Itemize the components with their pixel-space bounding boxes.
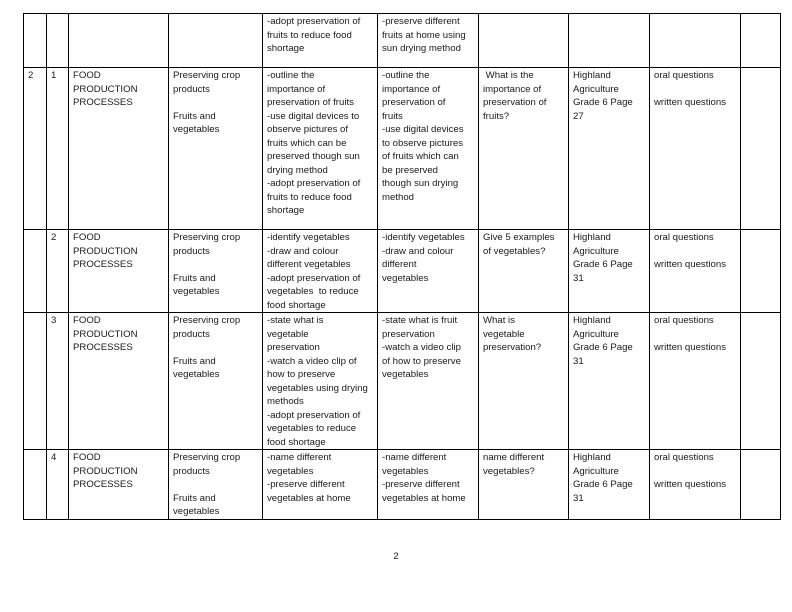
cell-text-line: products bbox=[173, 245, 210, 257]
cell-text-line: -preserve different bbox=[267, 479, 345, 490]
table-row bbox=[24, 230, 781, 313]
cell-text-line: FOOD bbox=[73, 452, 101, 463]
lesson-cell bbox=[47, 14, 69, 68]
resources-cell bbox=[569, 450, 650, 520]
cell-text-line: -outline the bbox=[382, 70, 430, 81]
week-cell bbox=[24, 14, 47, 68]
cell-text-line: products bbox=[173, 83, 210, 95]
cell-text-line: written questions bbox=[654, 259, 726, 270]
cell-text-line: food shortage bbox=[267, 436, 326, 448]
cell-text-line: Agriculture bbox=[573, 245, 619, 257]
cell-text-line: FOOD bbox=[73, 315, 101, 326]
cell-text-line: -watch a video clip of bbox=[267, 355, 357, 367]
cell-text-line: fruits to reduce food bbox=[267, 191, 352, 203]
learning-experiences-cell bbox=[378, 230, 479, 313]
cell-text-line: Agriculture bbox=[573, 465, 619, 477]
spacer bbox=[654, 328, 736, 342]
cell-text-line: vegetables to reduce bbox=[267, 286, 359, 297]
cell-text-line: preservation? bbox=[483, 342, 542, 353]
cell-text-line: food shortage bbox=[267, 299, 326, 311]
cell-text-line: of vegetables? bbox=[483, 245, 546, 257]
cell-text-line: PRODUCTION bbox=[73, 328, 138, 340]
cell-text-line: written questions bbox=[654, 97, 726, 108]
cell-text-line: PROCESSES bbox=[73, 259, 133, 270]
lesson-cell bbox=[47, 450, 69, 520]
cell-text-line: method bbox=[382, 191, 414, 203]
learning-experiences-cell bbox=[378, 313, 479, 450]
resources-cell bbox=[569, 14, 650, 68]
assessment-cell bbox=[650, 14, 741, 68]
cell-text-line: oral questions bbox=[654, 315, 714, 326]
cell-text-line: -identify vegetables bbox=[382, 232, 465, 243]
cell-text-line: sun drying method bbox=[382, 43, 461, 54]
cell-text-line: Preserving crop bbox=[173, 70, 241, 81]
cell-text-line: PROCESSES bbox=[73, 479, 133, 490]
cell-text-line: -draw and colour bbox=[267, 245, 339, 257]
cell-text-line: written questions bbox=[654, 479, 726, 490]
cell-text-line: different vegetables bbox=[267, 259, 351, 270]
cell-text-line: 31 bbox=[573, 492, 584, 504]
cell-text-line: importance of bbox=[483, 83, 542, 95]
reflection-cell bbox=[741, 450, 781, 520]
reflection-cell bbox=[741, 230, 781, 313]
cell-text-line: Grade 6 Page bbox=[573, 342, 633, 353]
learning-outcomes-cell bbox=[263, 68, 378, 230]
cell-text: 2 bbox=[51, 232, 57, 243]
learning-outcomes-cell bbox=[263, 313, 378, 450]
lesson-cell bbox=[47, 230, 69, 313]
cell-text-line: vegetables to reduce bbox=[267, 423, 357, 434]
cell-text-line: Preserving crop bbox=[173, 315, 241, 326]
cell-text-line: vegetables bbox=[382, 369, 429, 380]
cell-text-line: Highland bbox=[573, 70, 611, 81]
cell-text-line: -state what is fruit bbox=[382, 315, 458, 326]
cell-text-line: of fruits which can bbox=[382, 151, 459, 162]
cell-text-line: though sun drying bbox=[382, 178, 459, 189]
cell-text-line: vegetables? bbox=[483, 465, 535, 477]
cell-text-line: -draw and colour bbox=[382, 245, 454, 257]
key-inquiry-question-cell bbox=[479, 313, 569, 450]
cell-text-line: fruits which can be bbox=[267, 137, 347, 149]
cell-text-line: name different bbox=[483, 452, 545, 463]
cell-text-line: vegetables bbox=[267, 465, 314, 477]
resources-cell bbox=[569, 230, 650, 313]
cell-text: 4 bbox=[51, 452, 57, 463]
cell-text-line: products bbox=[173, 328, 210, 340]
cell-text-line: vegetables bbox=[173, 369, 220, 380]
cell-text-line: -outline the bbox=[267, 70, 315, 81]
cell-text-line: -state what is bbox=[267, 315, 324, 326]
cell-text-line: fruits to reduce food bbox=[267, 29, 352, 41]
cell-text: 1 bbox=[51, 70, 57, 81]
cell-text-line: PROCESSES bbox=[73, 97, 133, 108]
learning-outcomes-cell bbox=[263, 230, 378, 313]
cell-text-line: Fruits and bbox=[173, 355, 216, 367]
strand-cell bbox=[69, 450, 169, 520]
cell-text: 3 bbox=[51, 315, 57, 326]
key-inquiry-question-cell bbox=[479, 68, 569, 230]
cell-text-line: vegetables bbox=[382, 465, 429, 477]
strand-cell bbox=[69, 14, 169, 68]
assessment-cell bbox=[650, 313, 741, 450]
spacer bbox=[173, 478, 258, 492]
cell-text-line: drying method bbox=[267, 164, 328, 176]
week-cell bbox=[24, 230, 47, 313]
spacer bbox=[173, 341, 258, 355]
cell-text-line: preserved though sun bbox=[267, 151, 360, 162]
cell-text-line: PRODUCTION bbox=[73, 83, 138, 95]
cell-text-line: written questions bbox=[654, 342, 726, 353]
cell-text-line: oral questions bbox=[654, 232, 714, 243]
cell-text-line: -preserve different bbox=[382, 479, 460, 490]
cell-text-line: observe pictures of bbox=[267, 124, 349, 135]
spacer bbox=[173, 258, 258, 272]
cell-text-line: preservation of bbox=[382, 97, 446, 108]
cell-text-line: how to preserve bbox=[267, 369, 336, 380]
cell-text-line: Agriculture bbox=[573, 83, 619, 95]
cell-text-line: -name different bbox=[382, 452, 447, 463]
strand-cell bbox=[69, 68, 169, 230]
strand-cell bbox=[69, 313, 169, 450]
cell-text-line: FOOD bbox=[73, 70, 101, 81]
cell-text-line: vegetables bbox=[173, 506, 220, 517]
key-inquiry-question-cell bbox=[479, 230, 569, 313]
cell-text-line: Highland bbox=[573, 232, 611, 243]
cell-text-line: 31 bbox=[573, 272, 584, 284]
cell-text-line: Grade 6 Page bbox=[573, 259, 633, 270]
cell-text-line: -name different bbox=[267, 452, 332, 463]
assessment-cell bbox=[650, 68, 741, 230]
reflection-cell bbox=[741, 313, 781, 450]
cell-text-line: -adopt preservation of bbox=[267, 409, 361, 421]
table-body bbox=[24, 14, 781, 520]
cell-text-line: shortage bbox=[267, 43, 305, 54]
spacer bbox=[654, 83, 736, 97]
sub-strand-cell bbox=[169, 68, 263, 230]
page-number: 2 bbox=[393, 551, 399, 562]
cell-text-line: -use digital devices bbox=[382, 124, 464, 135]
cell-text-line: Grade 6 Page bbox=[573, 97, 633, 108]
cell-text-line: PROCESSES bbox=[73, 342, 133, 353]
cell-text-line: Grade 6 Page bbox=[573, 479, 633, 490]
key-inquiry-question-cell bbox=[479, 450, 569, 520]
lesson-cell bbox=[47, 313, 69, 450]
cell-text-line: methods bbox=[267, 396, 304, 407]
reflection-cell bbox=[741, 14, 781, 68]
cell-text-line: Give 5 examples bbox=[483, 232, 555, 243]
table-row bbox=[24, 450, 781, 520]
cell-text-line: Agriculture bbox=[573, 328, 619, 340]
cell-text-line: oral questions bbox=[654, 452, 714, 463]
cell-text-line: PRODUCTION bbox=[73, 465, 138, 477]
cell-text-line: FOOD bbox=[73, 232, 101, 243]
cell-text-line: vegetables at home bbox=[382, 492, 466, 504]
lesson-cell bbox=[47, 68, 69, 230]
cell-text-line: -watch a video clip bbox=[382, 342, 461, 353]
cell-text-line: of how to preserve bbox=[382, 355, 461, 367]
learning-outcomes-cell bbox=[263, 14, 378, 68]
cell-text-line: 31 bbox=[573, 355, 584, 367]
cell-text-line: importance of bbox=[382, 83, 441, 95]
assessment-cell bbox=[650, 230, 741, 313]
spacer bbox=[654, 465, 736, 479]
cell-text-line: Preserving crop bbox=[173, 232, 241, 243]
spacer bbox=[654, 245, 736, 259]
cell-text-line: fruits at home using bbox=[382, 29, 466, 41]
resources-cell bbox=[569, 68, 650, 230]
sub-strand-cell bbox=[169, 14, 263, 68]
cell-text-line: PRODUCTION bbox=[73, 245, 138, 257]
table-row bbox=[24, 313, 781, 450]
key-inquiry-question-cell bbox=[479, 14, 569, 68]
spacer bbox=[173, 96, 258, 110]
cell-text-line: fruits? bbox=[483, 110, 510, 122]
cell-text: 2 bbox=[28, 70, 34, 81]
cell-text-line: -identify vegetables bbox=[267, 232, 350, 243]
table-row bbox=[24, 14, 781, 68]
cell-text-line: vegetables using drying bbox=[267, 382, 368, 394]
cell-text-line: -adopt preservation of bbox=[267, 272, 361, 284]
strand-cell bbox=[69, 230, 169, 313]
cell-text-line: vegetables bbox=[382, 272, 429, 284]
scheme-of-work-table bbox=[23, 13, 781, 520]
cell-text-line: vegetables bbox=[173, 286, 220, 297]
cell-text-line: preservation of bbox=[483, 97, 547, 108]
learning-experiences-cell bbox=[378, 14, 479, 68]
cell-text-line: -use digital devices to bbox=[267, 110, 360, 122]
cell-text-line: -preserve different bbox=[382, 16, 460, 27]
cell-text-line: preservation bbox=[382, 328, 435, 340]
cell-text-line: preservation bbox=[267, 342, 320, 353]
reflection-cell bbox=[741, 68, 781, 230]
cell-text-line: be preserved bbox=[382, 164, 438, 176]
week-cell bbox=[24, 313, 47, 450]
cell-text-line: Fruits and bbox=[173, 272, 216, 284]
resources-cell bbox=[569, 313, 650, 450]
cell-text-line: Fruits and bbox=[173, 492, 216, 504]
cell-text-line: -adopt preservation of bbox=[267, 178, 361, 189]
assessment-cell bbox=[650, 450, 741, 520]
sub-strand-cell bbox=[169, 450, 263, 520]
cell-text-line: Highland bbox=[573, 452, 611, 463]
cell-text-line: oral questions bbox=[654, 70, 714, 81]
cell-text-line: Preserving crop bbox=[173, 452, 241, 463]
cell-text-line: preservation of fruits bbox=[267, 97, 354, 108]
sub-strand-cell bbox=[169, 313, 263, 450]
cell-text-line: fruits bbox=[382, 110, 403, 122]
cell-text-line: shortage bbox=[267, 205, 305, 216]
cell-text-line: What is bbox=[483, 315, 515, 326]
table-row bbox=[24, 68, 781, 230]
cell-text-line: Highland bbox=[573, 315, 611, 326]
cell-text-line: What is the bbox=[483, 70, 534, 81]
learning-experiences-cell bbox=[378, 68, 479, 230]
cell-text-line: importance of bbox=[267, 83, 326, 95]
cell-text-line: vegetables at home bbox=[267, 492, 351, 504]
cell-text-line: Fruits and bbox=[173, 110, 216, 122]
cell-text-line: to observe pictures bbox=[382, 137, 464, 149]
cell-text-line: vegetable bbox=[483, 328, 525, 340]
cell-text-line: different bbox=[382, 259, 417, 270]
sub-strand-cell bbox=[169, 230, 263, 313]
week-cell bbox=[24, 68, 47, 230]
week-cell bbox=[24, 450, 47, 520]
cell-text-line: vegetable bbox=[267, 328, 309, 340]
learning-experiences-cell bbox=[378, 450, 479, 520]
learning-outcomes-cell bbox=[263, 450, 378, 520]
cell-text-line: 27 bbox=[573, 110, 584, 122]
cell-text-line: vegetables bbox=[173, 124, 220, 135]
cell-text-line: -adopt preservation of bbox=[267, 16, 361, 27]
cell-text-line: products bbox=[173, 465, 210, 477]
